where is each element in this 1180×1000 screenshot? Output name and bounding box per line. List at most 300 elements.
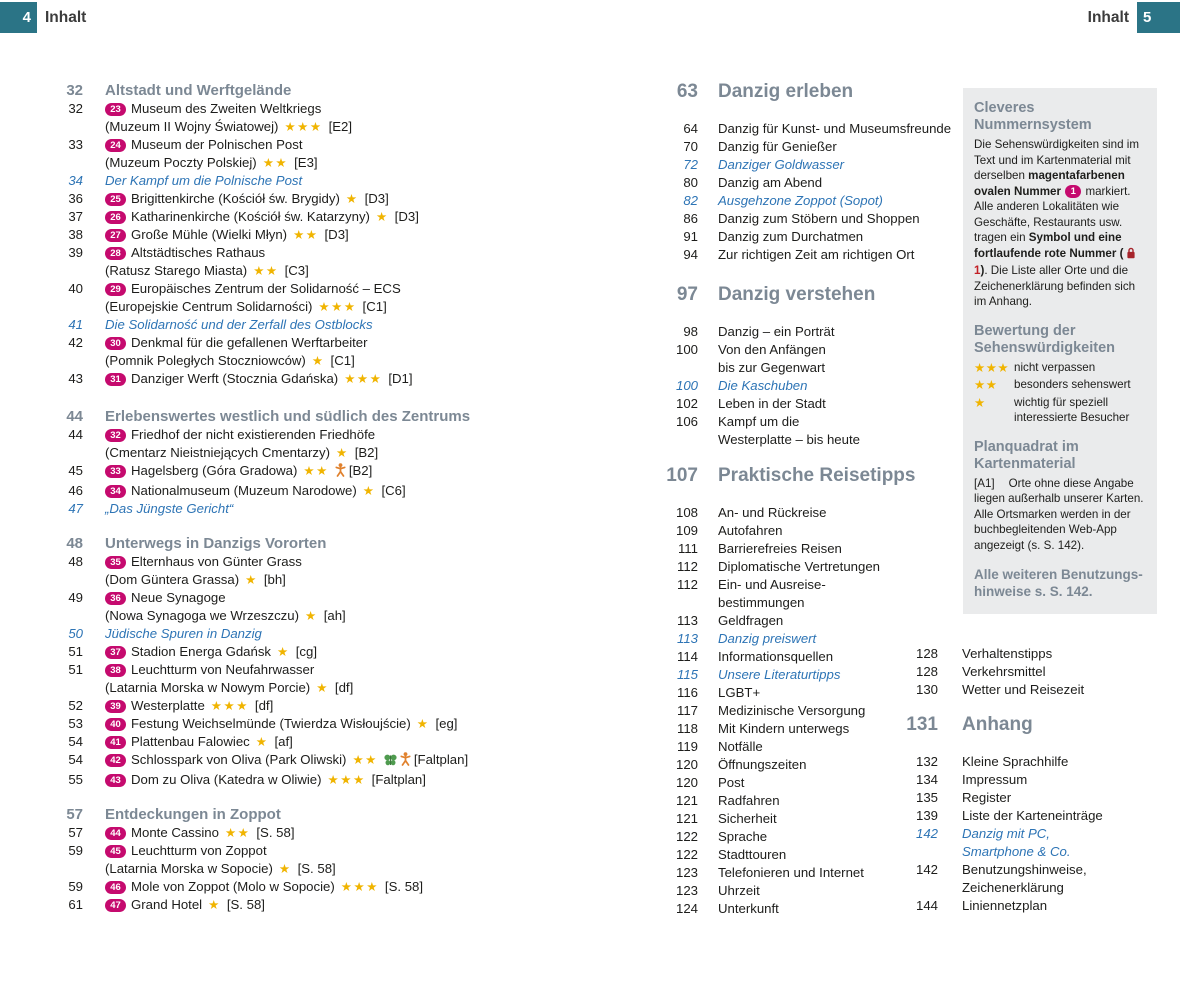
toc-entry <box>660 594 960 612</box>
entry-title: Ein- und Ausreise- <box>718 577 826 592</box>
entry-title: Geldfragen <box>718 613 784 628</box>
star-rating: ★ <box>255 734 269 749</box>
entry-title: Danzig für Genießer <box>718 139 837 154</box>
toc-entry <box>905 861 1180 879</box>
entry-page-number: 114 <box>676 649 698 664</box>
entry-title: bis zur Gegenwart <box>718 360 826 375</box>
entry-text <box>105 370 600 388</box>
sight-number-badge: 34 <box>105 485 126 498</box>
entry-text <box>105 625 600 643</box>
star-rating: ★ <box>277 644 290 659</box>
map-grid-ref: [cg] <box>295 644 318 659</box>
section-title: Erlebenswertes westlich und südlich des Zentrums <box>105 408 471 425</box>
toc-section <box>55 806 600 914</box>
entry-title: Unsere Literaturtipps <box>718 667 841 682</box>
entry-page-number: 50 <box>68 626 83 641</box>
section-page-number: 44 <box>66 408 83 425</box>
rating-legend <box>974 360 1146 426</box>
sight-entry <box>55 100 600 118</box>
sight-number-badge: 27 <box>105 229 126 242</box>
sight-entry <box>55 154 600 172</box>
map-grid-ref: [E3] <box>294 155 318 170</box>
entry-title: (Nowa Synagoga we Wrzeszczu) <box>105 608 299 623</box>
sight-entry <box>55 553 600 571</box>
entry-title: Verhaltenstipps <box>962 646 1053 661</box>
chapter-title: Praktische Reisetipps <box>718 465 916 486</box>
numbering-text-segment: 1 <box>974 264 981 277</box>
entry-title: Impressum <box>962 772 1028 787</box>
toc-entry <box>660 359 960 377</box>
map-grid-ref: [C3] <box>284 263 309 278</box>
toc-section <box>55 408 600 518</box>
entry-page-number <box>55 262 83 280</box>
chapter-page-number: 107 <box>666 465 698 486</box>
toc-entry <box>660 323 960 341</box>
entry-page-number: 106 <box>675 414 698 429</box>
page-number-tab-left <box>0 2 37 33</box>
sight-number-badge: 47 <box>105 899 126 912</box>
sidebar-footer <box>974 566 1146 600</box>
sight-number-badge: 31 <box>105 373 126 386</box>
sight-entry <box>55 860 600 878</box>
entry-title: Register <box>962 790 1012 805</box>
star-rating: ★ <box>316 680 329 695</box>
toc-entry <box>660 576 960 594</box>
toc-entry <box>660 246 960 264</box>
entry-page-number: 128 <box>915 664 938 679</box>
toc-entry <box>905 897 1180 915</box>
entry-text <box>105 482 600 500</box>
sidebar-section-title-grid: Planquadrat im Kartenmaterial <box>974 438 1079 472</box>
entry-text <box>105 553 600 571</box>
entry-title: Notfälle <box>718 739 763 754</box>
entry-page-number: 100 <box>675 342 698 357</box>
entry-text <box>105 500 600 518</box>
section-heading <box>55 806 600 824</box>
legend-stars: ★★★ <box>974 359 1010 375</box>
entry-text <box>105 842 600 860</box>
entry-title: Westerplatte <box>131 698 205 713</box>
person-icon <box>335 463 346 482</box>
right-column <box>905 645 1180 915</box>
map-grid-ref: [B2] <box>354 445 379 460</box>
entry-title: Post <box>718 775 745 790</box>
sight-entry <box>55 751 600 771</box>
star-rating: ★★★ <box>344 371 383 386</box>
entry-page-number: 44 <box>68 427 83 442</box>
entry-title: (Ratusz Starego Miasta) <box>105 263 248 278</box>
entry-title: Benutzungshinweise, <box>962 862 1087 877</box>
entry-title: Leuchtturm von Neufahrwasser <box>131 662 315 677</box>
entry-title: (Latarnia Morska w Nowym Porcie) <box>105 680 311 695</box>
entry-page-number: 52 <box>68 698 83 713</box>
entry-page-number: 91 <box>683 229 698 244</box>
entry-page-number: 113 <box>676 613 698 628</box>
numbering-text-segment: . Die Liste aller Orte und die Zeichenerklärung befinden sich im Anhang. <box>974 264 1136 308</box>
entry-page-number: 34 <box>68 173 83 188</box>
entry-page-number: 118 <box>676 721 698 736</box>
entry-title: Danzig zum Stöbern und Shoppen <box>718 211 920 226</box>
sight-entry <box>55 244 600 262</box>
entry-page-number: 139 <box>915 808 938 823</box>
toc-entry <box>660 431 960 449</box>
chapter-heading <box>660 283 960 307</box>
chapter-heading <box>660 464 960 488</box>
info-sidebar <box>963 88 1157 614</box>
entry-title: Danziger Werft (Stocznia Gdańska) <box>131 371 339 386</box>
chapter-page-number: 63 <box>676 81 698 102</box>
entry-title: Mole von Zoppot (Molo w Sopocie) <box>131 879 335 894</box>
entry-title: Danzig zum Durchatmen <box>718 229 864 244</box>
entry-title: (Cmentarz Nieistniejących Cmentarzy) <box>105 445 330 460</box>
entry-title: Stadttouren <box>718 847 787 862</box>
toc-entry <box>660 413 960 431</box>
star-rating: ★★★ <box>340 879 379 894</box>
numbering-text-segment: ( <box>1116 246 1124 260</box>
entry-page-number: 51 <box>68 662 83 677</box>
entry-title: Ausgehzone Zoppot (Sopot) <box>718 193 883 208</box>
entry-title: Mit Kindern unterwegs <box>718 721 850 736</box>
entry-page-number: 120 <box>675 757 698 772</box>
map-grid-ref: [Faltplan] <box>413 752 469 767</box>
sight-entry <box>55 878 600 896</box>
entry-text <box>105 226 600 244</box>
star-rating: ★★★ <box>210 698 249 713</box>
entry-title: Neue Synagoge <box>131 590 226 605</box>
entry-page-number: 49 <box>68 590 83 605</box>
sight-entry <box>55 661 600 679</box>
entry-title: Telefonieren und Internet <box>718 865 864 880</box>
entry-title: Danzig für Kunst- und Museumsfreunde <box>718 121 952 136</box>
entry-title: Monte Cassino <box>131 825 219 840</box>
entry-page-number <box>905 879 938 897</box>
entry-page-number: 43 <box>68 371 83 386</box>
sight-entry <box>55 226 600 244</box>
entry-page-number: 108 <box>675 505 698 520</box>
entry-text <box>105 262 600 280</box>
section-heading <box>55 82 600 100</box>
entry-title: (Latarnia Morska w Sopocie) <box>105 861 273 876</box>
entry-title: Smartphone & Co. <box>962 844 1071 859</box>
entry-page-number: 134 <box>915 772 938 787</box>
entry-page-number: 117 <box>676 703 698 718</box>
essay-entry <box>55 500 600 518</box>
sidebar-section-title-numbering: Cleveres Nummernsystem <box>974 100 1092 133</box>
sight-number-badge: 23 <box>105 103 126 116</box>
grid-text: Orte ohne diese Angabe liegen außerhalb unserer Karten. Alle Ortsmarken werden in der buchbegleitenden Web-App angezeigt (s. S. 142). <box>974 476 1144 552</box>
entry-page-number: 51 <box>68 644 83 659</box>
star-rating: ★ <box>304 608 318 623</box>
entry-page-number <box>55 352 83 370</box>
entry-title: (Dom Güntera Grassa) <box>105 572 240 587</box>
entry-title: Leben in der Stadt <box>718 396 826 411</box>
entry-text <box>105 244 600 262</box>
entry-title: Uhrzeit <box>718 883 760 898</box>
entry-page-number: 124 <box>675 901 698 916</box>
entry-title: Diplomatische Vertretungen <box>718 559 881 574</box>
entry-text <box>105 462 600 482</box>
butterfly-icon <box>384 753 397 771</box>
entry-page-number: 45 <box>68 463 83 478</box>
entry-title: Der Kampf um die Polnische Post <box>105 173 303 188</box>
entry-title: Öffnungszeiten <box>718 757 807 772</box>
entry-title: Liste der Karteneinträge <box>962 808 1103 823</box>
sight-number-badge: 45 <box>105 845 126 858</box>
page-number: 4 <box>22 9 31 26</box>
entry-text <box>105 607 600 625</box>
entry-page-number <box>55 679 83 697</box>
star-rating: ★★★ <box>318 299 357 314</box>
entry-title: Brigittenkirche (Kościół św. Brygidy) <box>131 191 340 206</box>
map-grid-ref: [C6] <box>381 483 406 498</box>
toc-entry <box>660 174 960 192</box>
toc-entry <box>660 612 960 630</box>
entry-text <box>105 334 600 352</box>
sight-number-badge: 40 <box>105 718 126 731</box>
sight-entry <box>55 589 600 607</box>
entry-title: Nationalmuseum (Muzeum Narodowe) <box>131 483 357 498</box>
entry-title: (Pomnik Poległych Stoczniowców) <box>105 353 306 368</box>
map-grid-ref: [ah] <box>323 608 346 623</box>
entry-text <box>105 661 600 679</box>
entry-page-number <box>55 298 83 316</box>
entry-page-number: 123 <box>675 865 698 880</box>
star-rating: ★ <box>416 716 430 731</box>
entry-title: bestimmungen <box>718 595 805 610</box>
entry-page-number: 46 <box>68 483 83 498</box>
map-grid-ref: [S. 58] <box>297 861 336 876</box>
entry-page-number <box>55 860 83 878</box>
map-grid-ref: [df] <box>254 698 274 713</box>
entry-page-number: 132 <box>915 754 938 769</box>
toc-entry <box>660 138 960 156</box>
entry-text <box>105 280 600 298</box>
entry-text <box>105 100 600 118</box>
entry-page-number: 86 <box>683 211 698 226</box>
entry-title: Danzig mit PC, <box>962 826 1050 841</box>
map-grid-ref: [C1] <box>330 353 355 368</box>
entry-page-number: 115 <box>676 667 698 682</box>
grid-ref-example: [A1] <box>974 476 995 490</box>
essay-entry <box>905 825 1180 843</box>
sight-number-badge: 38 <box>105 664 126 677</box>
map-grid-ref: [S. 58] <box>226 897 265 912</box>
chapter <box>660 283 960 449</box>
sight-number-badge: 32 <box>105 429 126 442</box>
entry-title: Die Kaschuben <box>718 378 808 393</box>
sight-entry <box>55 771 600 789</box>
section-page-number: 57 <box>66 806 83 823</box>
person-icon <box>400 752 411 771</box>
sidebar-footer-line: Alle weiteren Benutzungs- <box>974 567 1143 582</box>
sight-number-badge: 30 <box>105 337 126 350</box>
sight-number-badge: 36 <box>105 592 126 605</box>
sight-number-badge: 41 <box>105 736 126 749</box>
section-heading <box>55 535 600 553</box>
entry-page-number: 38 <box>68 227 83 242</box>
entry-title: (Muzeum II Wojny Światowej) <box>105 119 279 134</box>
entry-text <box>105 896 600 914</box>
entry-page-number: 61 <box>68 897 83 912</box>
entry-page-number <box>55 607 83 625</box>
entry-page-number: 112 <box>676 559 698 574</box>
entry-page-number: 112 <box>676 577 698 592</box>
entry-page-number: 94 <box>683 247 698 262</box>
entry-title: Friedhof der nicht existierenden Friedhöfe <box>131 427 376 442</box>
header-title-left: Inhalt <box>45 8 87 26</box>
entry-page-number: 33 <box>68 137 83 152</box>
entry-page-number: 40 <box>68 281 83 296</box>
toc-entry <box>660 522 960 540</box>
entry-title: Unterkunft <box>718 901 779 916</box>
entry-page-number: 82 <box>683 193 698 208</box>
sight-number-badge: 26 <box>105 211 126 224</box>
entry-title: Barrierefreies Reisen <box>718 541 842 556</box>
map-grid-ref: [eg] <box>435 716 458 731</box>
toc-entry <box>660 558 960 576</box>
entry-title: Sprache <box>718 829 768 844</box>
entry-title: Liniennetzplan <box>962 898 1048 913</box>
toc-entry <box>660 228 960 246</box>
entry-text <box>105 154 600 172</box>
entry-page-number: 48 <box>68 554 83 569</box>
lock-icon <box>1126 247 1136 264</box>
sight-entry <box>55 896 600 914</box>
legend-stars: ★ <box>974 394 986 410</box>
entry-page-number: 53 <box>68 716 83 731</box>
entry-page-number: 70 <box>683 139 698 154</box>
sight-entry <box>55 462 600 482</box>
sight-entry <box>55 136 600 154</box>
toc-entry <box>660 341 960 359</box>
entry-title: (Europejskie Centrum Solidarności) <box>105 299 313 314</box>
star-rating: ★★ <box>262 155 289 170</box>
entry-text <box>105 733 600 751</box>
numbering-description <box>974 137 1146 310</box>
essay-entry <box>660 156 960 174</box>
toc-section <box>55 82 600 388</box>
essay-entry <box>660 377 960 395</box>
numbering-text-segment: magentafarbenen ovalen Nummer <box>974 169 1125 198</box>
sight-number-badge: 1 <box>1065 185 1081 198</box>
entry-text <box>105 771 600 789</box>
star-rating: ★ <box>335 445 349 460</box>
entry-page-number: 116 <box>676 685 698 700</box>
sight-entry <box>55 280 600 298</box>
entry-title: Jüdische Spuren in Danzig <box>105 626 262 641</box>
section-heading <box>55 408 600 426</box>
entry-text <box>105 136 600 154</box>
numbering-text-segment <box>1061 185 1064 198</box>
entry-title: An- und Rückreise <box>718 505 827 520</box>
entry-page-number: 113 <box>676 631 698 646</box>
map-grid-ref: [D1] <box>388 371 413 386</box>
sight-entry <box>55 370 600 388</box>
essay-entry <box>660 192 960 210</box>
sight-entry <box>55 352 600 370</box>
sight-number-badge: 33 <box>105 465 126 478</box>
star-rating: ★ <box>375 209 389 224</box>
entry-page-number: 121 <box>675 811 698 826</box>
sight-entry <box>55 262 600 280</box>
entry-page-number <box>905 843 938 861</box>
chapter <box>660 80 960 264</box>
essay-entry <box>55 316 600 334</box>
chapter-heading <box>905 713 1180 737</box>
entry-page-number: 37 <box>68 209 83 224</box>
entry-title: Kleine Sprachhilfe <box>962 754 1069 769</box>
sight-entry <box>55 334 600 352</box>
entry-page-number: 59 <box>68 879 83 894</box>
chapter-title: Anhang <box>962 714 1033 735</box>
entry-title: Altstädtisches Rathaus <box>131 245 266 260</box>
page-number: 5 <box>1143 9 1152 26</box>
sight-entry <box>55 190 600 208</box>
page-number-tab-right <box>1137 2 1180 33</box>
entry-page-number: 142 <box>915 826 938 841</box>
toc-entry <box>660 504 960 522</box>
sight-entry <box>55 715 600 733</box>
entry-page-number <box>660 594 698 612</box>
essay-entry <box>905 843 1180 861</box>
toc-section <box>55 535 600 789</box>
entry-text <box>105 352 600 370</box>
sight-number-badge: 44 <box>105 827 126 840</box>
sight-entry <box>55 842 600 860</box>
section-title: Entdeckungen in Zoppot <box>105 806 281 823</box>
entry-title: Verkehrsmittel <box>962 664 1046 679</box>
entry-page-number: 80 <box>683 175 698 190</box>
entry-title: Zur richtigen Zeit am richtigen Ort <box>718 247 915 262</box>
essay-entry <box>55 625 600 643</box>
toc-entry <box>905 771 1180 789</box>
entry-title: Elternhaus von Günter Grass <box>131 554 302 569</box>
entry-page-number: 39 <box>68 245 83 260</box>
entry-page-number: 135 <box>915 790 938 805</box>
legend-label: wichtig für speziell interessierte Besucher <box>1014 395 1130 424</box>
sight-number-badge: 29 <box>105 283 126 296</box>
entry-title: Katharinenkirche (Kościół św. Katarzyny) <box>131 209 370 224</box>
entry-title: Radfahren <box>718 793 780 808</box>
map-grid-ref: [df] <box>334 680 354 695</box>
star-rating: ★★ <box>224 825 251 840</box>
chapter-title: Danzig erleben <box>718 81 854 102</box>
toc-entry <box>905 645 1180 663</box>
entry-title: Hagelsberg (Góra Gradowa) <box>131 463 298 478</box>
entry-page-number: 123 <box>675 883 698 898</box>
entry-page-number: 59 <box>68 843 83 858</box>
map-grid-ref: [C1] <box>362 299 387 314</box>
entry-page-number <box>55 118 83 136</box>
entry-title: Autofahren <box>718 523 783 538</box>
toc-entry <box>660 395 960 413</box>
star-rating: ★★ <box>293 227 319 242</box>
sight-entry <box>55 733 600 751</box>
entry-text <box>105 208 600 226</box>
star-rating: ★★★ <box>284 119 323 134</box>
entry-page-number: 54 <box>68 752 83 767</box>
sight-entry <box>55 444 600 462</box>
star-rating: ★ <box>245 572 258 587</box>
entry-text <box>105 298 600 316</box>
entry-page-number <box>55 571 83 589</box>
legend-stars: ★★ <box>974 377 998 392</box>
star-rating: ★ <box>345 191 359 206</box>
numbering-text-segment: Symbol und eine fortlaufende rote Nummer <box>974 231 1122 260</box>
map-grid-ref: [bh] <box>263 572 286 587</box>
star-rating: ★ <box>278 861 292 876</box>
entry-text <box>105 571 600 589</box>
